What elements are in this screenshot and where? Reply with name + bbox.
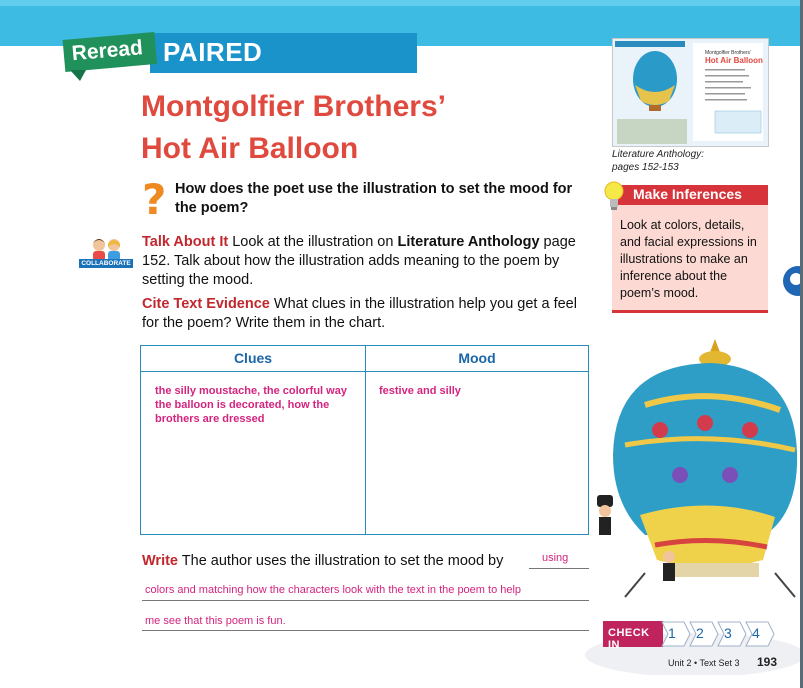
- reread-tag: [63, 32, 157, 72]
- reread-label: Reread: [70, 36, 144, 66]
- check-in-label: [603, 621, 663, 651]
- write-label: Write: [142, 553, 178, 569]
- make-inferences-title: Make Inferences: [633, 186, 742, 202]
- check-in-level-3[interactable]: 3: [724, 625, 732, 641]
- collaborate-label: COLLABORATE: [79, 259, 133, 268]
- check-in-text: CHECK IN: [608, 627, 650, 651]
- clues-mood-chart: [140, 345, 589, 535]
- write-answer-line1[interactable]: using: [542, 552, 569, 564]
- page-number: 193: [757, 655, 778, 669]
- check-in-level-1[interactable]: 1: [668, 625, 676, 641]
- cite-text-evidence-paragraph: [142, 295, 587, 333]
- thumb-title-line1: Montgolfier Brothers’: [705, 50, 752, 56]
- anthology-thumbnail-image: [613, 39, 768, 146]
- page-title-line1: Montgolfier Brothers’: [141, 90, 446, 123]
- make-inferences-bottom-bar: [612, 310, 768, 313]
- write-line-2: [142, 600, 589, 601]
- page-title-line2: Hot Air Balloon: [141, 132, 359, 165]
- check-in-level-4[interactable]: 4: [752, 625, 760, 641]
- banner-text: PAIRED SELECTION: [163, 37, 317, 98]
- write-answer-line2[interactable]: colors and matching how the characters look with the text in the poem to help: [145, 584, 522, 596]
- write-prompt-text: The author uses the illustration to set the mood by: [178, 553, 504, 569]
- make-inferences-text: Look at colors, details, and facial expressions in illustrations to make an inference about the poem’s mood.: [620, 218, 757, 300]
- talk-text-after: page 152. Talk about how the illustration adds meaning to the poem by setting the mood.: [142, 234, 576, 288]
- reread-tag-tip: [70, 70, 86, 81]
- paired-selection-banner: [150, 33, 417, 98]
- cite-text: What clues in the illustration help you get a feel for the poem? Write them in the chart.: [142, 296, 577, 331]
- anthology-thumbnail: [612, 38, 769, 147]
- literature-anthology-ref: Literature Anthology: [397, 234, 540, 250]
- chart-cell-clues[interactable]: the silly moustache, the colorful way the balloon is decorated, how the brothers are dressed: [155, 385, 347, 425]
- write-answer-line3[interactable]: me see that this poem is fun.: [145, 615, 286, 627]
- cite-text-evidence-label: Cite Text Evidence: [142, 296, 270, 312]
- thumb-title-line2: Hot Air Balloon: [705, 56, 763, 65]
- check-in-level-2[interactable]: 2: [696, 625, 704, 641]
- write-line-1: [529, 568, 589, 569]
- talk-about-it-label: Talk About It: [142, 234, 229, 250]
- anthology-caption-line1: Literature Anthology:: [612, 149, 704, 160]
- chart-header-mood: Mood: [458, 350, 496, 366]
- question-mark-icon: ?: [142, 175, 167, 224]
- write-prompt: [142, 553, 503, 569]
- anthology-caption-line2: pages 152-153: [612, 162, 679, 173]
- essential-question: How does the poet use the illustration to set the mood for the poem?: [175, 181, 573, 216]
- chart-column-divider: [365, 346, 366, 534]
- write-line-3: [142, 630, 589, 631]
- lightbulb-icon: [603, 180, 625, 212]
- anthology-caption: [612, 148, 762, 174]
- make-inferences-header: [612, 185, 768, 205]
- chart-header-divider: [141, 371, 588, 372]
- talk-about-it-paragraph: [142, 233, 587, 290]
- chart-header-clues: Clues: [233, 350, 273, 366]
- talk-text-before: Look at the illustration on: [228, 234, 398, 250]
- footer-unit: Unit 2 • Text Set 3: [668, 658, 740, 668]
- chart-cell-mood[interactable]: festive and silly: [379, 385, 461, 397]
